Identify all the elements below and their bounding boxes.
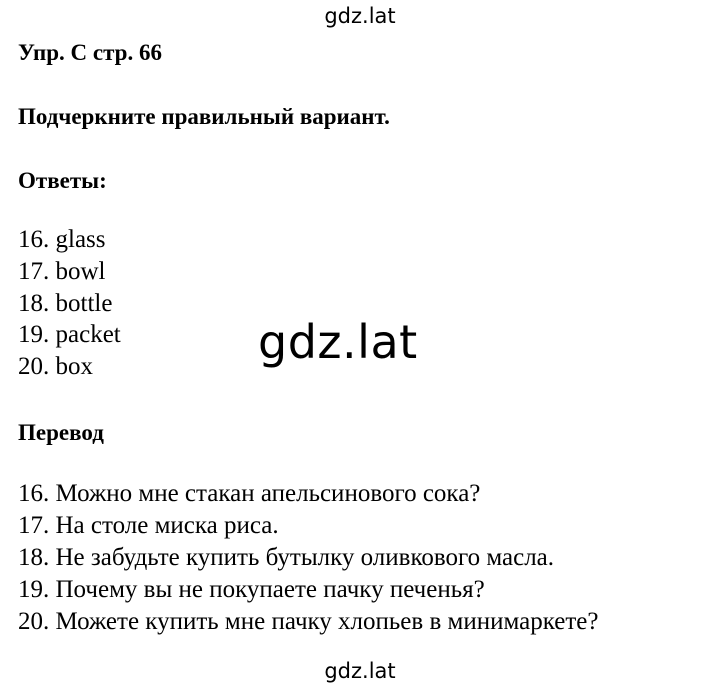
watermark-bottom: gdz.lat [324,659,396,683]
translation-item: 17. На столе миска риса. [18,512,279,539]
translation-item: 16. Можно мне стакан апельсинового сока? [18,480,481,507]
translation-heading: Перевод [18,420,104,445]
translation-item: 18. Не забудьте купить бутылку оливкового масла. [18,544,555,571]
task-instruction: Подчеркните правильный вариант. [18,104,390,129]
watermark-center: gdz.lat [258,315,418,369]
answer-item: 20. box [18,353,93,380]
translation-item: 19. Почему вы не покупаете пачку печенья? [18,576,485,603]
answer-item: 18. bottle [18,290,113,317]
answer-item: 17. bowl [18,258,106,285]
answer-item: 19. packet [18,321,121,348]
exercise-title: Упр. C стр. 66 [18,40,162,65]
answer-item: 16. glass [18,226,106,253]
answers-heading: Ответы: [18,168,107,193]
watermark-top: gdz.lat [324,4,396,28]
translation-item: 20. Можете купить мне пачку хлопьев в минимаркете? [18,608,599,635]
